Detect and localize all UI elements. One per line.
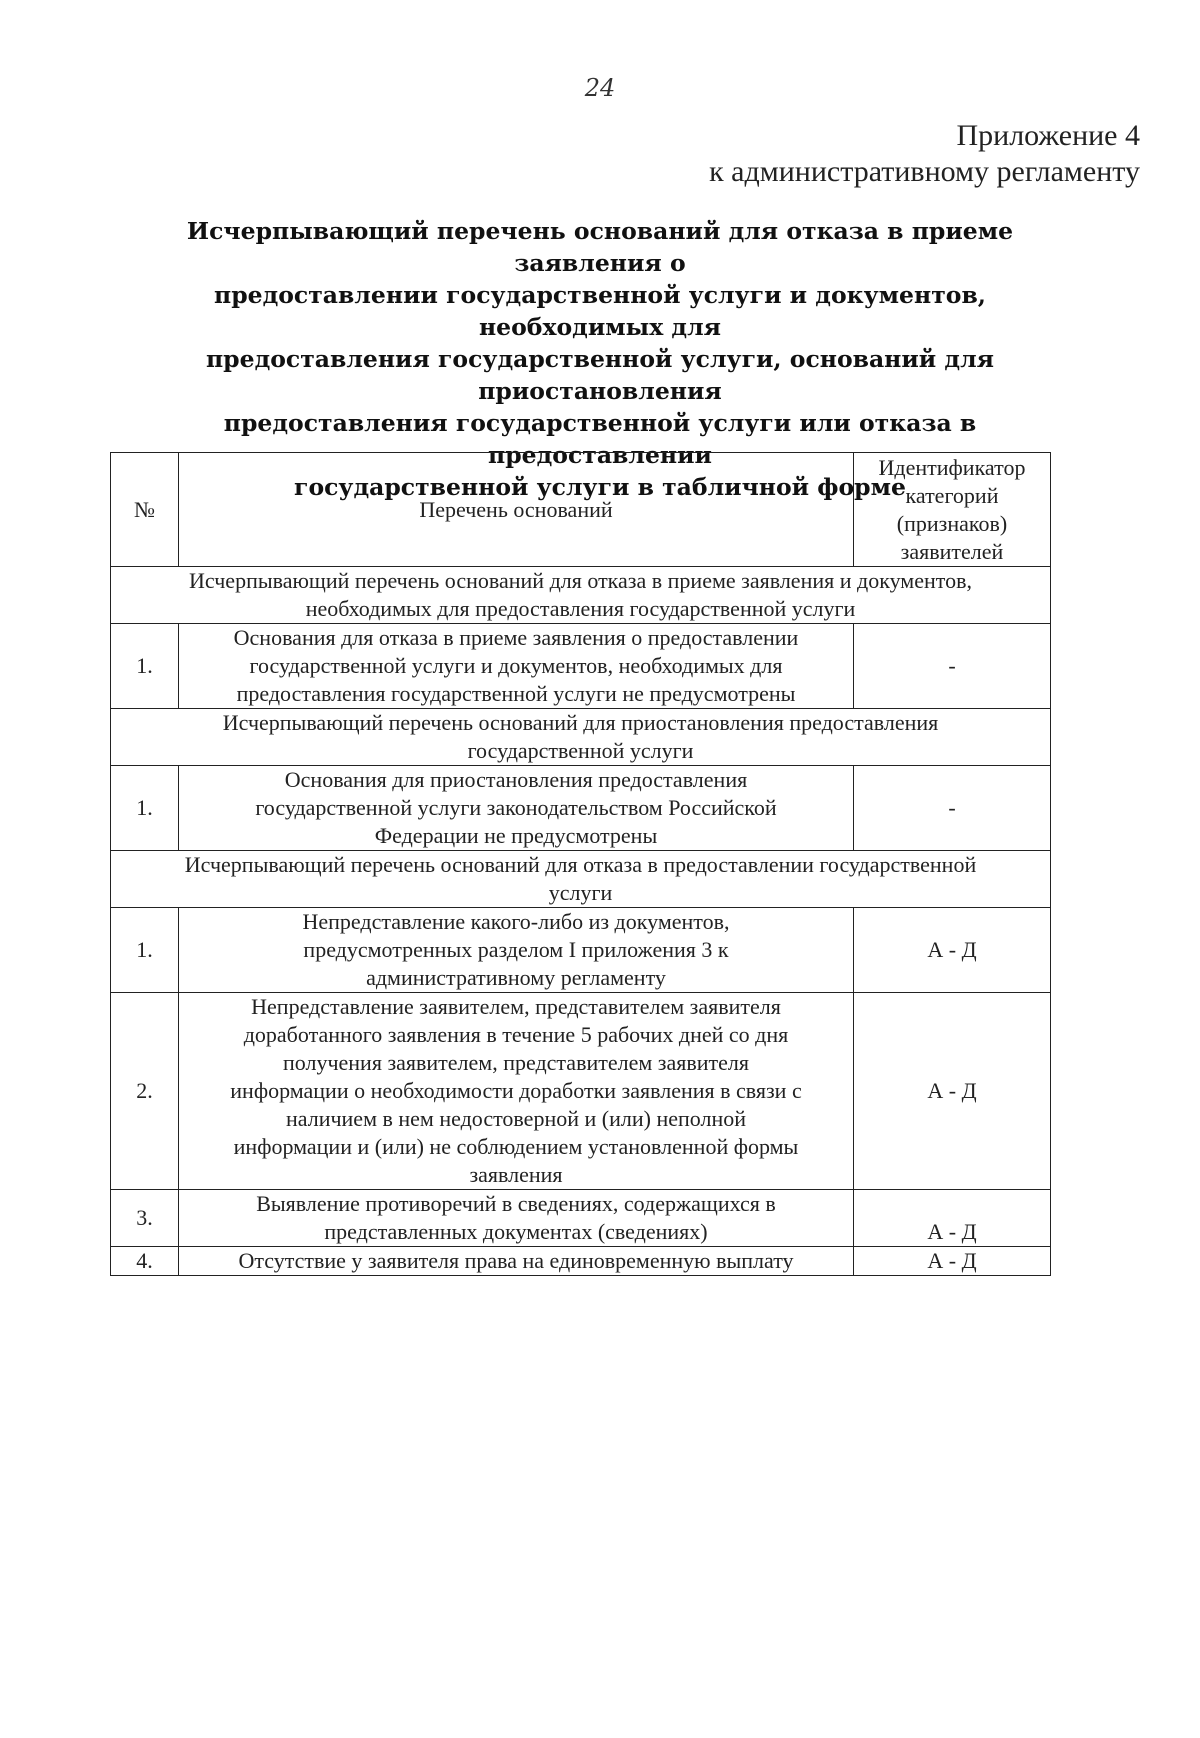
row-text-line: Основания для отказа в приеме заявления о предоставлении — [233, 625, 799, 650]
row-text-line: информации о необходимости доработки заявления в связи с — [230, 1078, 802, 1103]
row-text-line: предоставления государственной услуги не предусмотрены — [236, 681, 796, 706]
row-identifier: А - Д — [854, 908, 1051, 993]
row-num: 4. — [111, 1247, 179, 1276]
row-num: 1. — [111, 766, 179, 851]
page-number: 24 — [584, 74, 616, 102]
header-grounds: Перечень оснований — [179, 453, 854, 567]
title-line: государственной услуги в табличной форме — [294, 473, 906, 501]
section-title-line: услуги — [548, 880, 613, 905]
row-text-line: Основания для приостановления предоставления — [284, 767, 748, 792]
appendix-line-1: Приложение 4 — [956, 119, 1140, 152]
table-header-row — [111, 453, 1051, 567]
header-identifier-line: (признаков) — [896, 510, 1008, 536]
row-text-line: получения заявителем, представителем заявителя — [282, 1050, 749, 1075]
row-text-line: предусмотренных разделом I приложения 3 к — [303, 937, 729, 962]
row-text-line: Отсутствие у заявителя права на единовременную выплату — [238, 1248, 794, 1273]
section-title-line: Исчерпывающий перечень оснований для отказа в предоставлении государственной — [184, 852, 977, 877]
row-text-line: наличием в нем недостоверной и (или) неполной — [285, 1106, 746, 1131]
row-identifier: А - Д — [854, 1247, 1051, 1276]
row-text — [179, 908, 854, 993]
row-text-line: государственной услуги законодательством Российской — [255, 795, 777, 820]
title-line: предоставлении государственной услуги и документов, необходимых для — [214, 281, 986, 341]
header-identifier-line: заявителей — [900, 538, 1004, 564]
row-text-line: Выявление противоречий в сведениях, содержащихся в — [256, 1191, 776, 1216]
table-row — [111, 908, 1051, 993]
row-num: 3. — [111, 1190, 179, 1247]
header-identifier-line: категорий — [905, 482, 999, 508]
row-identifier: - — [854, 624, 1051, 709]
table-row — [111, 993, 1051, 1190]
row-text — [179, 766, 854, 851]
row-identifier: А - Д — [854, 1190, 1051, 1247]
title-line: предоставления государственной услуги или отказа в предоставлении — [223, 409, 977, 469]
row-text-line: государственной услуги и документов, необходимых для — [249, 653, 783, 678]
section-title — [111, 851, 1051, 908]
row-identifier: А - Д — [854, 993, 1051, 1190]
section-title-line: Исчерпывающий перечень оснований для приостановления предоставления — [222, 710, 939, 735]
row-text-line: заявления — [469, 1162, 563, 1187]
header-num: № — [111, 453, 179, 567]
row-text — [179, 1190, 854, 1247]
appendix-line-2: к административному регламенту — [709, 155, 1140, 188]
section-title — [111, 709, 1051, 766]
row-text-line: Непредставление заявителем, представителем заявителя — [251, 994, 781, 1019]
appendix-caption — [709, 118, 1140, 190]
table-row — [111, 766, 1051, 851]
row-text — [179, 624, 854, 709]
section-title-line: государственной услуги — [467, 738, 694, 763]
row-num: 2. — [111, 993, 179, 1190]
row-identifier: - — [854, 766, 1051, 851]
row-text — [179, 1247, 854, 1276]
section-title — [111, 567, 1051, 624]
row-num: 1. — [111, 908, 179, 993]
row-text-line: информации и (или) не соблюдением установленной формы — [233, 1134, 799, 1159]
table-row — [111, 1190, 1051, 1247]
section-title-row — [111, 567, 1051, 624]
row-text-line: представленных документах (сведениях) — [324, 1219, 708, 1244]
row-text-line: Федерации не предусмотрены — [374, 823, 658, 848]
section-title-row — [111, 709, 1051, 766]
header-identifier-line: Идентификатор — [878, 454, 1026, 480]
header-identifier — [854, 453, 1051, 567]
row-text — [179, 993, 854, 1190]
table-row — [111, 624, 1051, 709]
title-line: предоставления государственной услуги, оснований для приостановления — [205, 345, 995, 405]
grounds-table — [110, 452, 1051, 1276]
section-title-line: Исчерпывающий перечень оснований для отказа в приеме заявления и документов, — [189, 568, 972, 593]
section-title-row — [111, 851, 1051, 908]
row-text-line: Непредставление какого-либо из документов, — [302, 909, 730, 934]
row-text-line: доработанного заявления в течение 5 рабочих дней со дня — [243, 1022, 789, 1047]
title-line: Исчерпывающий перечень оснований для отказа в приеме заявления о — [186, 217, 1014, 277]
table-row — [111, 1247, 1051, 1276]
section-title-line: необходимых для предоставления государственной услуги — [305, 596, 856, 621]
row-text-line: административному регламенту — [366, 965, 666, 990]
row-num: 1. — [111, 624, 179, 709]
